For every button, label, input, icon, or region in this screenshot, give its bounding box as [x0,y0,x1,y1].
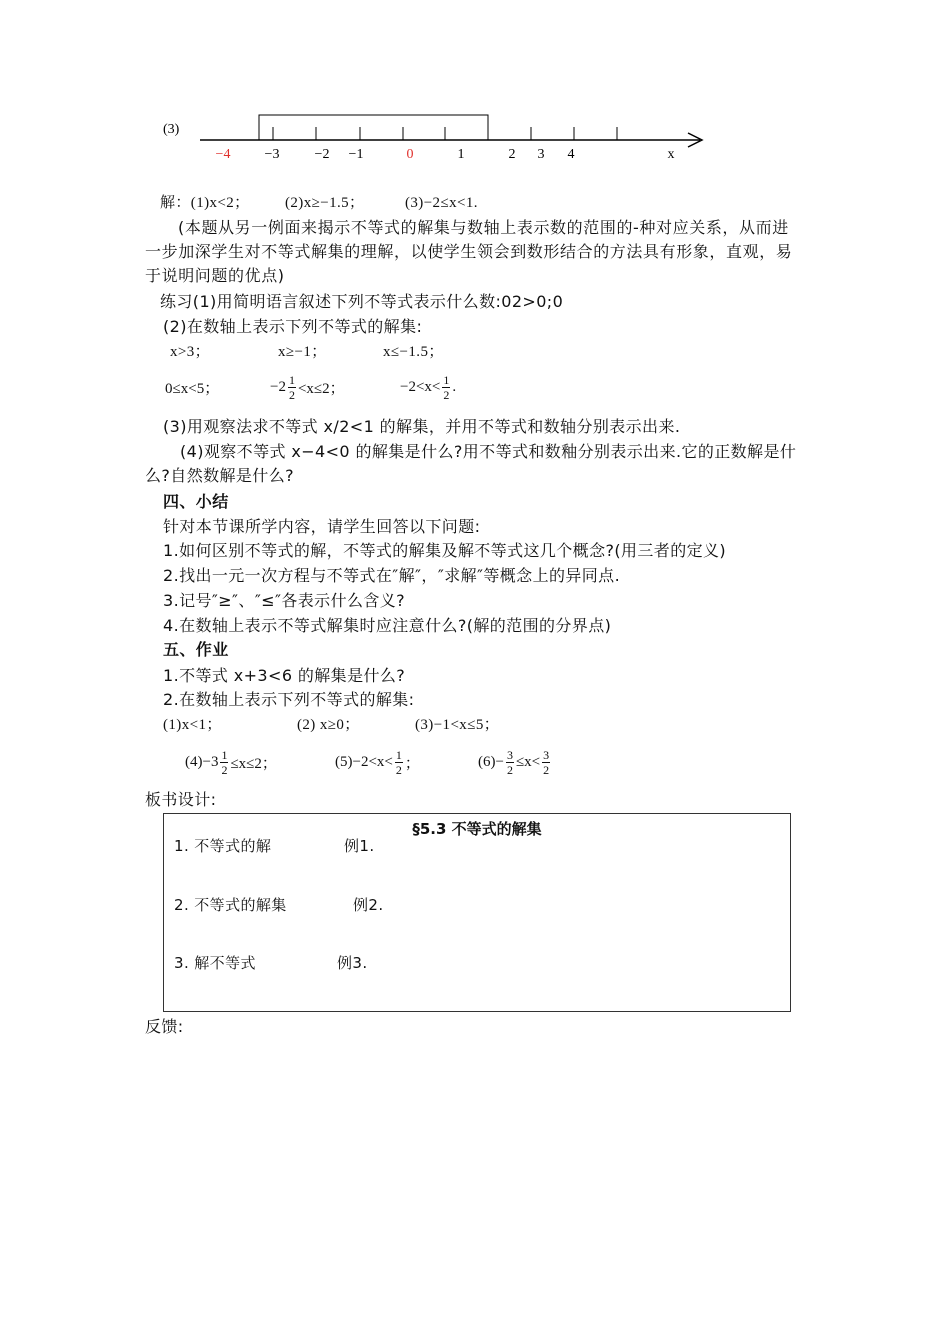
fraction [542,748,550,777]
answer-3: (3)−2≤x<1. [405,195,478,211]
board-label: 板书设计: [145,790,217,809]
board-title: §5.3 不等式的解集 [412,820,542,838]
summary-item: 1.如何区别不等式的解，不等式的解集及解不等式这几个概念?(用三者的定义) [163,541,727,560]
practice-3: (3)用观察法求不等式 x/2<1 的解集，并用不等式和数轴分别表示出来. [163,417,681,436]
answer-1: 解：(1)x<2； [160,195,250,211]
fraction-denominator: 2 [443,387,450,402]
feedback-label: 反馈: [145,1017,184,1036]
summary-item: 3.记号″≥″、″≤″各表示什么含义? [163,591,406,610]
number-line-item-label: (3) [163,122,180,137]
homework-inequality: (3)−1<x≤5； [415,717,500,733]
homework-1: 1.不等式 x+3<6 的解集是什么? [163,666,406,685]
practice-1: 练习(1)用简明语言叙述下列不等式表示什么数:02>0;0 [160,292,564,311]
inequality-suffix: ≤x≤2； [230,755,277,772]
practice-2: (2)在数轴上表示下列不等式的解集: [163,317,423,336]
fraction-denominator: 2 [506,762,513,777]
homework-heading: 五、作业 [163,640,229,659]
practice-inequality: x>3； [170,344,211,360]
board-example: 例3. [337,954,368,972]
fraction-numerator: 3 [543,747,550,762]
tick-label: 4 [567,147,575,162]
practice-4-line: 么?自然数解是什么? [145,466,294,485]
fraction-numerator: 1 [221,747,228,762]
fraction [220,748,228,777]
homework-inequality: (1)x<1； [163,717,222,733]
inequality-prefix: (4)−3 [185,753,219,770]
homework-inequality [185,744,277,780]
inequality-prefix: −2 [270,378,286,395]
practice-inequality: x≥−1； [278,344,327,360]
fraction [442,373,450,402]
fraction-numerator: 3 [506,747,513,762]
fraction-denominator: 2 [288,387,295,402]
inequality-text: 0≤x<5； [165,380,220,397]
practice-inequality [165,369,219,405]
fraction [288,373,296,402]
inequality-middle: ≤x< [515,753,541,770]
inequality-prefix: (5)−2<x< [335,753,393,770]
solution-bracket [259,115,488,140]
note-line: 一步加深学生对不等式解集的理解，以使学生领会到数形结合的方法具有形象，直观，易 [145,242,793,261]
inequality-prefix: −2<x< [400,378,441,395]
fraction-denominator: 2 [543,762,550,777]
practice-inequality [270,369,345,405]
practice-inequality: x≤−1.5； [383,344,444,360]
axis-label: x [667,147,675,162]
note-line: 于说明问题的优点) [145,266,285,285]
inequality-prefix: (6)− [478,753,504,770]
board-box [163,813,791,1012]
board-item: 1. 不等式的解 [174,837,272,855]
tick-label: 0 [406,147,414,162]
homework-inequality: (2) x≥0； [297,717,360,733]
inequality-suffix: <x≤2； [297,380,345,397]
tick-label: 1 [457,147,465,162]
fraction-denominator: 2 [395,762,402,777]
number-line-figure [0,0,950,175]
fraction [506,748,514,777]
fraction-numerator: 1 [395,747,402,762]
homework-inequality [478,744,552,780]
practice-4-line: (4)观察不等式 x−4<0 的解集是什么?用不等式和数釉分别表示出来.它的正数解是什 [180,442,797,461]
fraction-denominator: 2 [221,762,228,777]
note-line: (本题从另一例面来揭示不等式的解集与数轴上表示数的范围的-种对应关系，从而进 [178,218,789,237]
summary-intro: 针对本节课所学内容，请学生回答以下问题: [163,517,481,536]
summary-item: 4.在数轴上表示不等式解集时应注意什么?(解的范围的分界点) [163,616,612,635]
homework-inequality [335,744,420,780]
inequality-suffix: ； [404,755,420,772]
board-item: 3. 解不等式 [174,954,256,972]
summary-heading: 四、小结 [163,492,229,511]
summary-item: 2.找出一元一次方程与不等式在″解″，″求解″等概念上的异同点. [163,566,621,585]
fraction [395,748,403,777]
inequality-suffix: . [452,378,457,395]
practice-inequality [400,369,456,405]
fraction-numerator: 1 [288,372,295,387]
fraction-numerator: 1 [443,372,450,387]
tick-label: 3 [537,147,545,162]
tick-label: −3 [264,147,280,162]
answer-2: (2)x≥−1.5； [285,195,365,211]
tick-label: −1 [348,147,364,162]
tick-label: −4 [215,147,231,162]
board-example: 例1. [344,837,375,855]
homework-2: 2.在数轴上表示下列不等式的解集: [163,690,415,709]
board-item: 2. 不等式的解集 [174,896,287,914]
board-example: 例2. [353,896,384,914]
tick-label: −2 [314,147,330,162]
tick-label: 2 [508,147,516,162]
